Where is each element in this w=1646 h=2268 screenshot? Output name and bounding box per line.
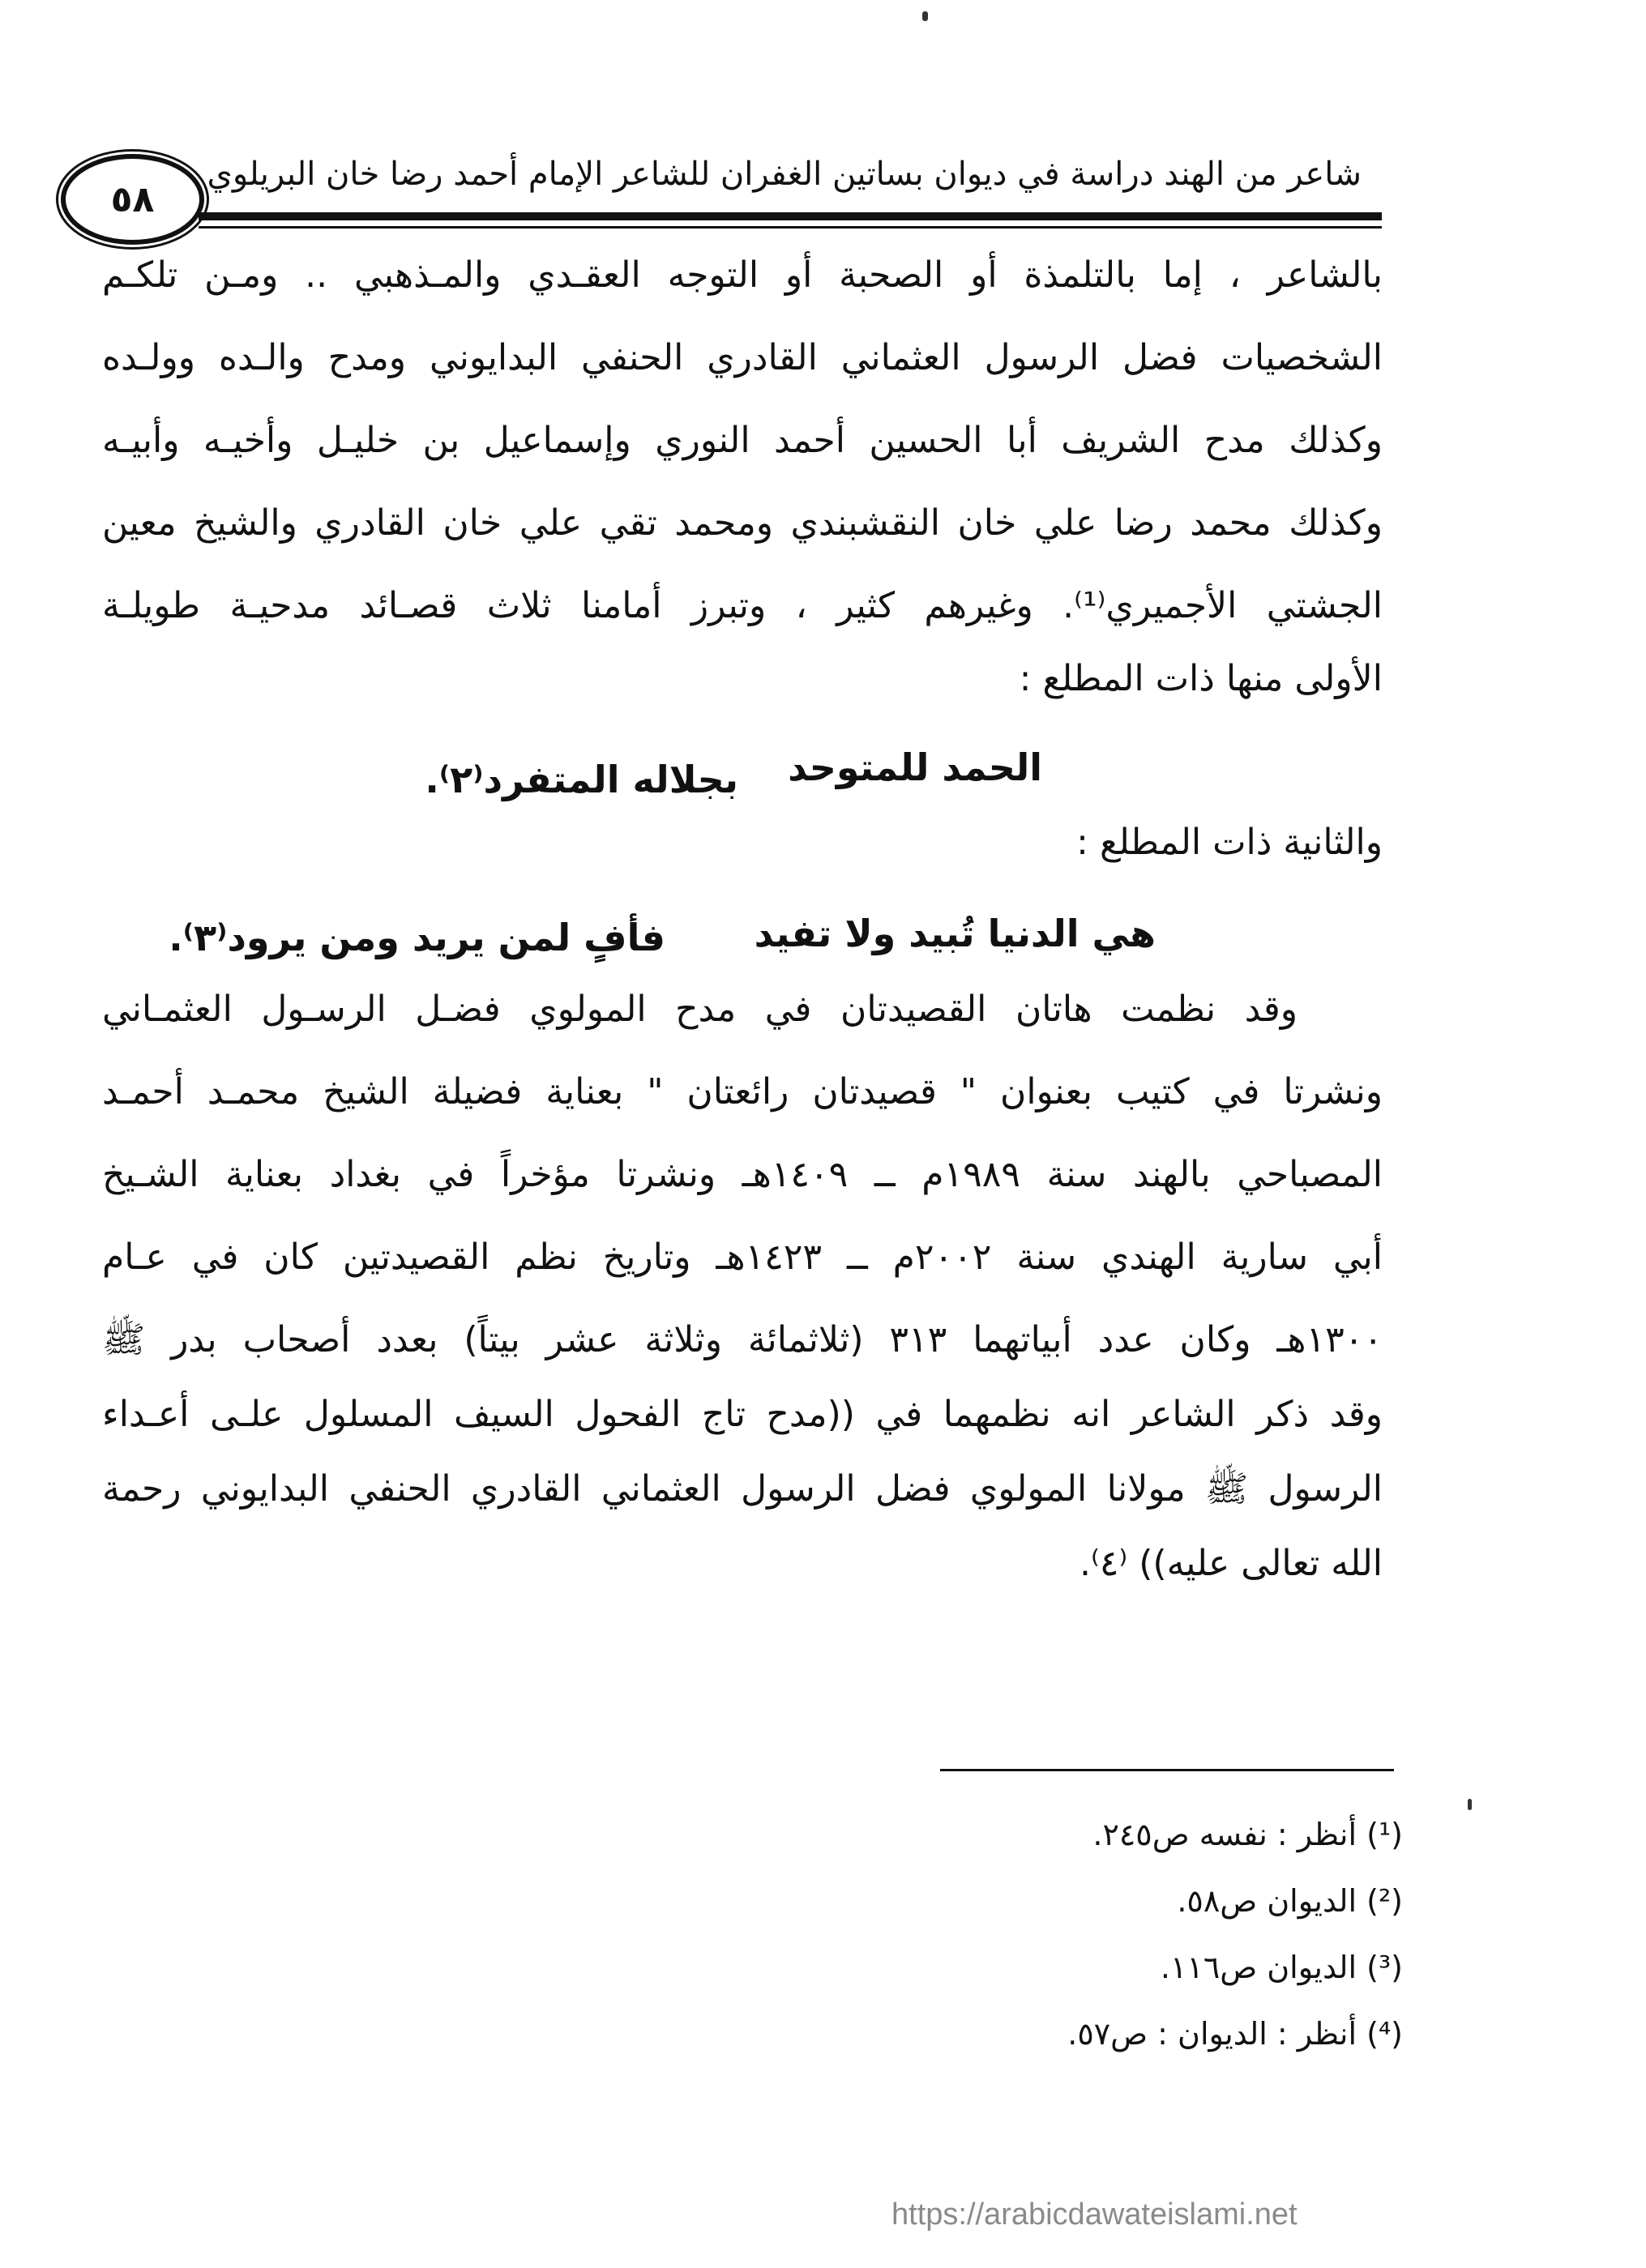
body-line: الجشتي الأجميري⁽¹⁾. وغيرهم كثير ، وتبرز أمامنا ثلاث قصـائد مدحيـة طويلـة <box>102 585 1383 626</box>
verse-1-second-hemistich: بجلاله المتفرد⁽٢⁾. <box>425 758 738 801</box>
footnote-2: (²) الديوان ص٥٨. <box>1177 1883 1403 1919</box>
body-line: وقد ذكر الشاعر انه نظمهما في ((مدح تاج الفحول السيف المسلول علـى أعـداء <box>102 1394 1383 1435</box>
footnote-1: (¹) أنظر : نفسه ص٢٤٥. <box>1092 1817 1403 1852</box>
page-number-badge <box>61 154 204 245</box>
verse-2-first-hemistich: هي الدنيا تُبيد ولا تفيد <box>754 912 1156 955</box>
footnote-3: (³) الديوان ص١١٦. <box>1160 1950 1403 1985</box>
body-line: أبي سارية الهندي سنة ٢٠٠٢م ــ ١٤٢٣هـ وتاريخ نظم القصيدتين كان في عـام <box>102 1237 1383 1278</box>
footnote-separator <box>940 1769 1394 1771</box>
body-line: وكذلك مدح الشريف أبا الحسين أحمد النوري وإسماعيل بن خليـل وأخيـه وأبيـه <box>102 420 1383 461</box>
body-line: ١٣٠٠هـ وكان عدد أبياتهما ٣١٣ (ثلاثمائة وثلاثة عشر بيتاً) بعدد أصحاب بدر ﷺ <box>102 1319 1383 1360</box>
body-line: الله تعالى عليه)) ⁽٤⁾. <box>1080 1543 1383 1584</box>
source-watermark: https://arabicdawateislami.net <box>891 2198 1298 2232</box>
footnote-4: (⁴) أنظر : الديوان : ص٥٧. <box>1067 2016 1403 2052</box>
verse-1-first-hemistich: الحمد للمتوحد <box>788 745 1042 789</box>
running-header-title: شاعر من الهند دراسة في ديوان بساتين الغفران للشاعر الإمام أحمد رضا خان البريلوي <box>207 156 1362 193</box>
body-line: بالشاعر ، إما بالتلمذة أو الصحبة أو التوجه العقـدي والمـذهبي .. ومـن تلكـم <box>102 254 1383 296</box>
body-line: وكذلك محمد رضا علي خان النقشبندي ومحمد تقي علي خان القادري والشيخ معين <box>102 502 1383 544</box>
body-line: المصباحي بالهند سنة ١٩٨٩م ــ ١٤٠٩هـ ونشرتا مؤخراً في بغداد بعناية الشـيخ <box>102 1154 1383 1195</box>
body-line: ونشرتا في كتيب بعنوان " قصيدتان رائعتان " بعناية فضيلة الشيخ محمـد أحمـد <box>102 1071 1383 1113</box>
body-line: الشخصيات فضل الرسول العثماني القادري الحنفي البدايوني ومدح والـده وولـده <box>102 337 1383 378</box>
scan-speck <box>922 11 928 21</box>
body-line: الأولى منها ذات المطلع : <box>1019 658 1383 699</box>
body-line: والثانية ذات المطلع : <box>1076 822 1383 863</box>
body-line: الرسول ﷺ مولانا المولوي فضل الرسول العثماني القادري الحنفي البدايوني رحمة <box>102 1468 1383 1510</box>
header-rule <box>199 212 1382 220</box>
scan-speck <box>1468 1799 1472 1810</box>
page-number: ٥٨ <box>110 178 155 220</box>
body-line: وقد نظمت هاتان القصيدتان في مدح المولوي فضـل الرسـول العثمـاني <box>102 989 1298 1030</box>
verse-2-second-hemistich: فأفٍ لمن يريد ومن يرود⁽٣⁾. <box>169 916 665 959</box>
header-rule-thin <box>199 226 1382 229</box>
